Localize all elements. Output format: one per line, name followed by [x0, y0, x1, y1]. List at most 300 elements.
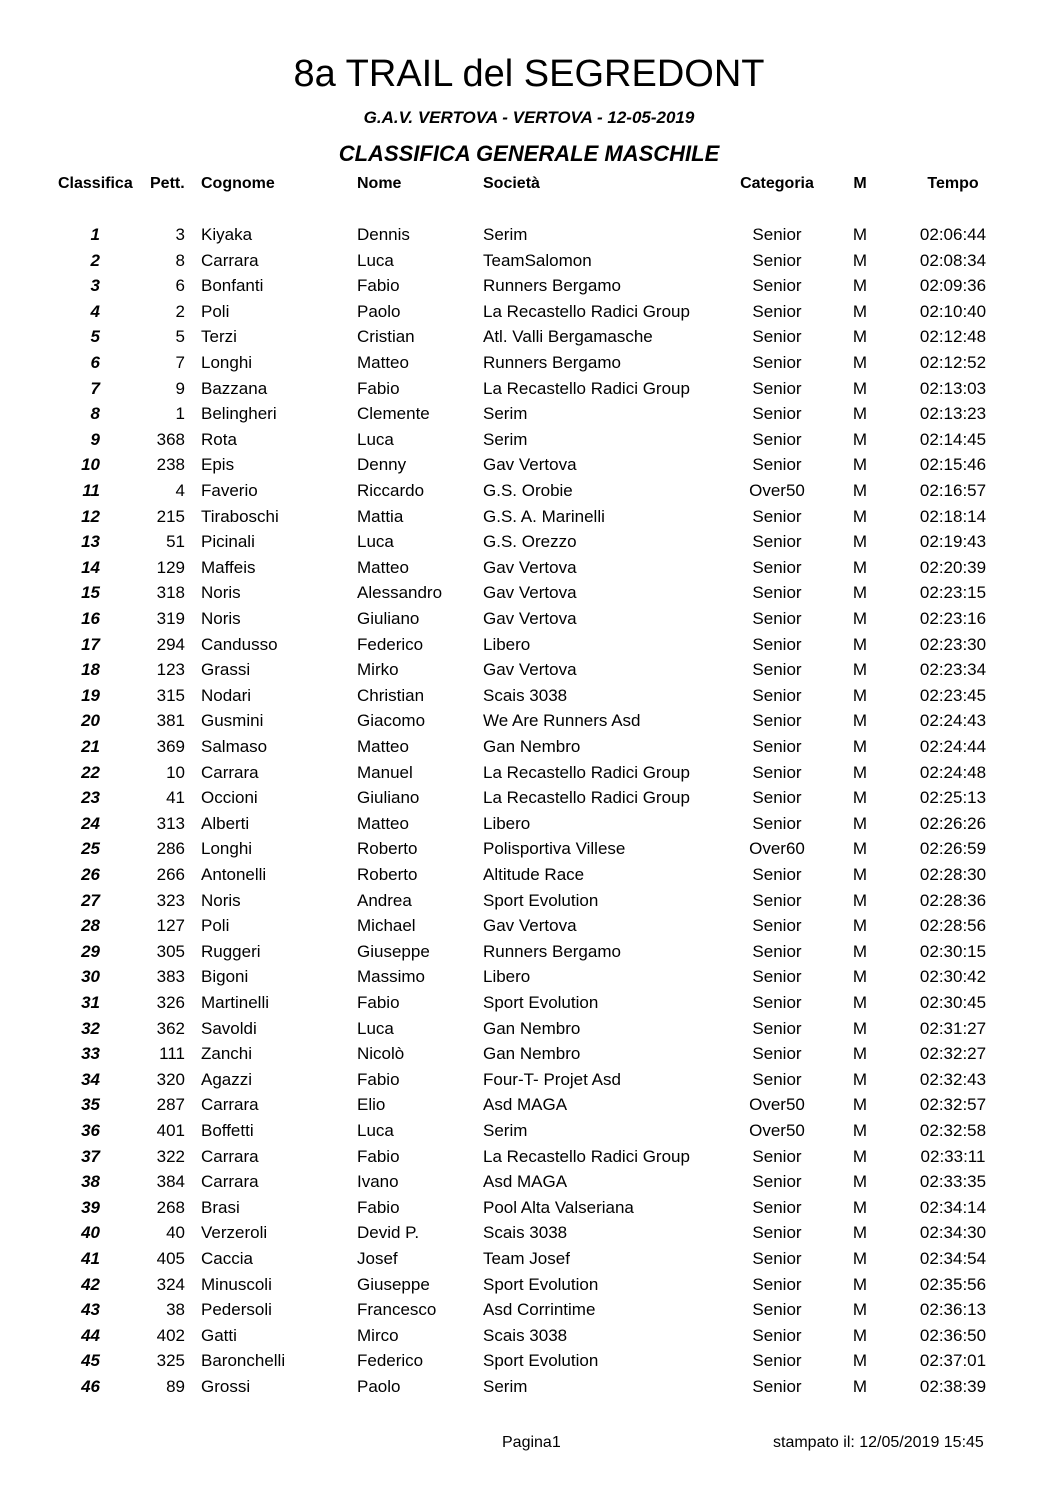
cell-societa: Libero	[483, 634, 531, 654]
cell-cognome: Candusso	[201, 634, 278, 654]
cell-pett: 313	[156, 813, 185, 833]
cell-cognome: Epis	[201, 455, 235, 475]
cell-sesso: M	[852, 1223, 868, 1243]
table-row	[0, 685, 1058, 707]
table-row	[0, 634, 1058, 656]
cell-societa: Runners Bergamo	[483, 353, 621, 372]
cell-pett: 287	[156, 1095, 185, 1115]
page-number: Pagina1	[502, 1434, 561, 1451]
cell-rank: 39	[81, 1197, 100, 1217]
table-row	[0, 1350, 1058, 1372]
cell-pett: 238	[156, 455, 185, 475]
cell-nome: Paolo	[357, 1377, 401, 1396]
cell-pett: 123	[156, 660, 185, 680]
cell-categoria: Senior	[752, 1300, 802, 1320]
cell-sesso: M	[852, 506, 868, 526]
cell-tempo: 02:06:44	[919, 225, 987, 244]
cell-rank: 25	[81, 839, 100, 859]
table-row	[0, 1171, 1058, 1193]
table-row	[0, 890, 1058, 912]
table-row	[0, 1299, 1058, 1321]
cell-cognome: Poli	[201, 301, 230, 321]
cell-nome: Giuseppe	[357, 941, 430, 961]
cell-tempo: 02:33:35	[919, 1172, 987, 1192]
cell-societa: Gav Vertova	[483, 583, 577, 603]
cell-pett: 38	[166, 1300, 185, 1320]
cell-cognome: Bigoni	[201, 967, 249, 987]
cell-categoria: Senior	[752, 276, 802, 296]
cell-tempo: 02:24:43	[919, 711, 987, 731]
cell-societa: Four-T- Projet Asd	[483, 1069, 621, 1089]
cell-nome: Mirco	[357, 1325, 399, 1345]
cell-rank: 42	[81, 1274, 100, 1294]
cell-categoria: Senior	[752, 1172, 802, 1192]
cell-categoria: Senior	[752, 711, 802, 731]
cell-rank: 11	[82, 481, 100, 500]
cell-tempo: 02:23:45	[919, 685, 987, 705]
cell-tempo: 02:10:40	[919, 301, 987, 321]
table-row	[0, 301, 1058, 323]
table-row	[0, 736, 1058, 758]
cell-nome: Federico	[357, 634, 424, 654]
cell-societa: Asd MAGA	[483, 1172, 568, 1192]
cell-societa: Serim	[483, 225, 528, 244]
cell-sesso: M	[852, 993, 868, 1012]
table-row	[0, 1222, 1058, 1244]
cell-sesso: M	[852, 890, 868, 910]
cell-nome: Mattia	[357, 506, 404, 526]
cell-pett: 9	[175, 378, 185, 398]
cell-pett: 268	[156, 1197, 185, 1217]
cell-societa: Serim	[483, 1121, 528, 1140]
cell-cognome: Boffetti	[201, 1121, 254, 1140]
cell-societa: We Are Runners Asd	[483, 711, 641, 731]
cell-categoria: Senior	[752, 916, 802, 936]
cell-cognome: Ruggeri	[201, 941, 261, 961]
cell-pett: 129	[156, 557, 185, 577]
cell-tempo: 02:25:13	[919, 788, 987, 808]
cell-rank: 15	[81, 583, 100, 603]
cell-societa: Gav Vertova	[483, 557, 577, 577]
cell-sesso: M	[852, 1121, 868, 1140]
cell-societa: Atl. Valli Bergamasche	[483, 327, 653, 347]
cell-societa: Scais 3038	[483, 1223, 568, 1243]
cell-cognome: Gatti	[201, 1325, 237, 1345]
cell-pett: 294	[156, 634, 185, 654]
cell-rank: 10	[81, 455, 100, 475]
cell-cognome: Noris	[201, 890, 241, 910]
cell-nome: Fabio	[357, 993, 400, 1012]
cell-sesso: M	[852, 1018, 868, 1038]
table-row	[0, 864, 1058, 886]
header-nome: Nome	[357, 175, 402, 192]
cell-sesso: M	[852, 1172, 868, 1192]
cell-rank: 1	[90, 225, 100, 244]
cell-rank: 6	[90, 353, 100, 372]
table-row	[0, 429, 1058, 451]
cell-cognome: Faverio	[201, 481, 258, 500]
cell-nome: Luca	[357, 532, 394, 552]
table-row	[0, 275, 1058, 297]
cell-categoria: Senior	[752, 890, 802, 910]
cell-rank: 24	[81, 813, 100, 833]
cell-tempo: 02:30:45	[919, 993, 987, 1012]
cell-tempo: 02:23:16	[919, 609, 987, 628]
cell-cognome: Carrara	[201, 250, 259, 270]
cell-sesso: M	[852, 1146, 868, 1166]
cell-pett: 369	[156, 737, 185, 756]
cell-rank: 46	[81, 1377, 100, 1396]
cell-cognome: Agazzi	[201, 1069, 253, 1089]
cell-categoria: Senior	[752, 455, 802, 475]
cell-cognome: Salmaso	[201, 737, 268, 756]
cell-nome: Francesco	[357, 1300, 437, 1320]
cell-tempo: 02:32:43	[919, 1069, 987, 1089]
cell-rank: 8	[90, 404, 100, 424]
cell-societa: Sport Evolution	[483, 1274, 599, 1294]
cell-cognome: Poli	[201, 916, 230, 936]
cell-pett: 318	[156, 583, 185, 603]
cell-nome: Nicolò	[357, 1044, 405, 1064]
cell-tempo: 02:20:39	[919, 557, 987, 577]
cell-pett: 325	[156, 1351, 185, 1371]
table-row	[0, 480, 1058, 502]
cell-sesso: M	[852, 839, 868, 859]
cell-categoria: Senior	[752, 225, 802, 244]
cell-sesso: M	[852, 301, 868, 321]
cell-categoria: Senior	[752, 737, 802, 756]
cell-categoria: Senior	[752, 685, 802, 705]
cell-nome: Paolo	[357, 301, 401, 321]
cell-nome: Roberto	[357, 865, 418, 884]
cell-rank: 20	[81, 711, 100, 731]
cell-rank: 17	[81, 634, 100, 654]
cell-sesso: M	[852, 967, 868, 987]
cell-societa: G.S. Orobie	[483, 481, 573, 500]
table-row	[0, 454, 1058, 476]
cell-tempo: 02:23:15	[919, 583, 987, 603]
cell-rank: 43	[81, 1300, 100, 1320]
cell-pett: 41	[166, 788, 185, 808]
cell-societa: Libero	[483, 967, 531, 987]
cell-categoria: Senior	[752, 609, 802, 628]
cell-cognome: Grassi	[201, 660, 251, 680]
cell-categoria: Senior	[752, 993, 802, 1012]
table-row	[0, 608, 1058, 630]
cell-cognome: Antonelli	[201, 865, 267, 884]
cell-societa: Runners Bergamo	[483, 941, 621, 961]
cell-tempo: 02:23:34	[919, 660, 987, 680]
cell-nome: Dennis	[357, 225, 410, 244]
cell-cognome: Brasi	[201, 1197, 240, 1217]
cell-cognome: Caccia	[201, 1249, 253, 1268]
cell-nome: Ivano	[357, 1172, 399, 1192]
cell-tempo: 02:16:57	[919, 481, 987, 500]
cell-cognome: Zanchi	[201, 1044, 253, 1064]
cell-societa: Asd MAGA	[483, 1095, 568, 1115]
cell-sesso: M	[852, 1249, 868, 1268]
cell-tempo: 02:14:45	[919, 429, 987, 449]
cell-categoria: Senior	[752, 1377, 802, 1396]
cell-sesso: M	[852, 685, 868, 705]
cell-tempo: 02:35:56	[919, 1274, 987, 1294]
cell-societa: Serim	[483, 404, 528, 424]
cell-cognome: Minuscoli	[201, 1274, 272, 1294]
table-row	[0, 838, 1058, 860]
table-row	[0, 582, 1058, 604]
cell-sesso: M	[852, 737, 868, 756]
cell-tempo: 02:37:01	[919, 1351, 987, 1371]
cell-tempo: 02:28:56	[919, 916, 987, 936]
cell-pett: 362	[156, 1018, 185, 1038]
cell-tempo: 02:32:57	[919, 1095, 987, 1115]
cell-pett: 3	[175, 225, 185, 244]
cell-categoria: Over50	[749, 1121, 805, 1140]
cell-societa: Runners Bergamo	[483, 276, 621, 296]
cell-sesso: M	[852, 865, 868, 884]
cell-sesso: M	[852, 788, 868, 808]
cell-societa: Sport Evolution	[483, 993, 599, 1012]
cell-pett: 127	[156, 916, 185, 936]
cell-societa: La Recastello Radici Group	[483, 301, 690, 321]
cell-rank: 35	[81, 1095, 100, 1115]
table-row	[0, 1325, 1058, 1347]
cell-rank: 27	[81, 890, 100, 910]
cell-pett: 2	[175, 301, 185, 321]
cell-nome: Fabio	[357, 378, 400, 398]
cell-pett: 319	[156, 609, 185, 628]
cell-rank: 23	[81, 788, 100, 808]
cell-categoria: Senior	[752, 813, 802, 833]
table-row	[0, 506, 1058, 528]
cell-sesso: M	[852, 941, 868, 961]
cell-tempo: 02:38:39	[919, 1377, 987, 1396]
header-rank: Classifica	[58, 175, 133, 192]
cell-sesso: M	[852, 1274, 868, 1294]
cell-tempo: 02:26:26	[919, 813, 987, 833]
cell-rank: 26	[81, 865, 100, 884]
cell-tempo: 02:24:48	[919, 762, 987, 782]
cell-categoria: Senior	[752, 1069, 802, 1089]
cell-rank: 40	[81, 1223, 100, 1243]
cell-rank: 13	[81, 532, 100, 552]
table-row	[0, 1018, 1058, 1040]
cell-nome: Giuliano	[357, 609, 420, 628]
table-row	[0, 915, 1058, 937]
cell-tempo: 02:34:30	[919, 1223, 987, 1243]
cell-rank: 4	[90, 301, 100, 321]
cell-sesso: M	[852, 481, 868, 500]
cell-rank: 37	[81, 1146, 100, 1166]
cell-pett: 323	[156, 890, 185, 910]
cell-societa: TeamSalomon	[483, 250, 592, 270]
cell-societa: Polisportiva Villese	[483, 839, 626, 859]
cell-cognome: Carrara	[201, 1172, 259, 1192]
cell-rank: 3	[90, 276, 100, 296]
cell-societa: Pool Alta Valseriana	[483, 1197, 634, 1217]
cell-societa: La Recastello Radici Group	[483, 788, 690, 808]
cell-societa: Gav Vertova	[483, 455, 577, 475]
cell-sesso: M	[852, 609, 868, 628]
cell-societa: Serim	[483, 1377, 528, 1396]
cell-tempo: 02:26:59	[919, 839, 987, 859]
cell-categoria: Senior	[752, 506, 802, 526]
cell-pett: 111	[159, 1044, 185, 1064]
cell-tempo: 02:36:13	[919, 1300, 987, 1320]
cell-pett: 401	[156, 1121, 185, 1140]
cell-nome: Roberto	[357, 839, 418, 859]
cell-cognome: Longhi	[201, 353, 253, 372]
cell-societa: Altitude Race	[483, 865, 585, 884]
cell-tempo: 02:28:30	[919, 865, 987, 884]
table-row	[0, 659, 1058, 681]
cell-nome: Matteo	[357, 813, 409, 833]
cell-rank: 19	[81, 685, 100, 705]
header-sesso: M	[853, 175, 867, 192]
header-cognome: Cognome	[201, 175, 275, 192]
cell-pett: 5	[175, 327, 185, 347]
cell-nome: Michael	[357, 916, 416, 936]
cell-pett: 326	[156, 993, 185, 1012]
cell-rank: 38	[81, 1172, 100, 1192]
cell-rank: 18	[81, 660, 100, 680]
cell-rank: 14	[81, 557, 100, 577]
table-row	[0, 557, 1058, 579]
cell-societa: Gan Nembro	[483, 1044, 581, 1064]
cell-societa: Gav Vertova	[483, 609, 577, 628]
cell-sesso: M	[852, 557, 868, 577]
cell-nome: Josef	[357, 1249, 398, 1268]
cell-nome: Luca	[357, 1018, 394, 1038]
table-row	[0, 1094, 1058, 1116]
table-row	[0, 787, 1058, 809]
cell-nome: Alessandro	[357, 583, 443, 603]
cell-pett: 7	[175, 353, 185, 372]
table-row	[0, 1043, 1058, 1065]
cell-societa: Asd Corrintime	[483, 1300, 596, 1320]
cell-categoria: Senior	[752, 1146, 802, 1166]
cell-pett: 384	[156, 1172, 185, 1192]
cell-categoria: Senior	[752, 429, 802, 449]
cell-categoria: Senior	[752, 404, 802, 424]
table-row	[0, 1120, 1058, 1142]
page-title: 8a TRAIL del SEGREDONT	[293, 53, 765, 95]
cell-pett: 324	[156, 1274, 185, 1294]
cell-cognome: Longhi	[201, 839, 253, 859]
cell-categoria: Senior	[752, 1274, 802, 1294]
cell-sesso: M	[852, 1095, 868, 1115]
cell-societa: Gav Vertova	[483, 916, 577, 936]
cell-categoria: Senior	[752, 941, 802, 961]
cell-pett: 322	[156, 1146, 185, 1166]
cell-cognome: Carrara	[201, 1146, 259, 1166]
cell-categoria: Senior	[752, 1351, 802, 1371]
cell-pett: 320	[156, 1069, 185, 1089]
cell-sesso: M	[852, 250, 868, 270]
cell-tempo: 02:13:03	[919, 378, 987, 398]
cell-tempo: 02:32:58	[919, 1121, 987, 1140]
cell-sesso: M	[852, 711, 868, 731]
cell-sesso: M	[852, 916, 868, 936]
header-pett: Pett.	[150, 175, 185, 192]
cell-pett: 286	[156, 839, 185, 859]
table-row	[0, 378, 1058, 400]
cell-rank: 22	[81, 762, 100, 782]
cell-nome: Giuseppe	[357, 1274, 430, 1294]
cell-sesso: M	[852, 378, 868, 398]
cell-cognome: Carrara	[201, 762, 259, 782]
cell-societa: Sport Evolution	[483, 890, 599, 910]
cell-sesso: M	[852, 583, 868, 603]
cell-categoria: Senior	[752, 583, 802, 603]
ranking-heading: CLASSIFICA GENERALE MASCHILE	[338, 141, 720, 166]
cell-nome: Devid P.	[357, 1223, 420, 1243]
table-row	[0, 941, 1058, 963]
cell-categoria: Senior	[752, 1018, 802, 1038]
cell-pett: 383	[156, 967, 185, 987]
cell-nome: Federico	[357, 1351, 424, 1371]
cell-categoria: Senior	[752, 1223, 802, 1243]
table-row	[0, 762, 1058, 784]
cell-pett: 381	[156, 711, 185, 731]
table-row	[0, 966, 1058, 988]
cell-tempo: 02:33:11	[920, 1146, 986, 1166]
cell-sesso: M	[852, 1044, 868, 1064]
cell-categoria: Senior	[752, 327, 802, 347]
cell-cognome: Terzi	[201, 327, 237, 347]
cell-cognome: Nodari	[201, 685, 252, 705]
cell-societa: Libero	[483, 813, 531, 833]
cell-cognome: Carrara	[201, 1095, 259, 1115]
cell-nome: Denny	[357, 455, 407, 475]
cell-cognome: Tiraboschi	[201, 506, 279, 526]
table-row	[0, 531, 1058, 553]
cell-categoria: Senior	[752, 1249, 802, 1268]
cell-tempo: 02:12:48	[919, 327, 987, 347]
cell-categoria: Senior	[752, 788, 802, 808]
cell-nome: Giacomo	[357, 711, 426, 731]
cell-cognome: Picinali	[201, 532, 255, 552]
cell-sesso: M	[852, 225, 868, 244]
cell-nome: Christian	[357, 685, 425, 705]
cell-sesso: M	[852, 353, 868, 372]
cell-pett: 266	[156, 865, 185, 884]
cell-sesso: M	[852, 276, 868, 296]
cell-pett: 402	[156, 1325, 185, 1345]
cell-societa: Scais 3038	[483, 685, 568, 705]
cell-cognome: Martinelli	[201, 993, 270, 1012]
cell-categoria: Senior	[752, 301, 802, 321]
cell-nome: Mirko	[357, 660, 399, 680]
cell-categoria: Senior	[752, 1197, 802, 1217]
cell-rank: 28	[81, 916, 100, 936]
table-row	[0, 224, 1058, 246]
cell-sesso: M	[852, 455, 868, 475]
cell-societa: Scais 3038	[483, 1325, 568, 1345]
cell-cognome: Gusmini	[201, 711, 264, 731]
cell-pett: 40	[166, 1223, 185, 1243]
table-row	[0, 710, 1058, 732]
table-row	[0, 1197, 1058, 1219]
cell-tempo: 02:24:44	[919, 737, 987, 756]
cell-categoria: Senior	[752, 1044, 802, 1064]
cell-cognome: Bazzana	[201, 378, 268, 398]
header-societa: Società	[483, 175, 540, 192]
cell-societa: Serim	[483, 429, 528, 449]
cell-nome: Matteo	[357, 737, 409, 756]
cell-rank: 36	[81, 1121, 100, 1140]
cell-nome: Riccardo	[357, 481, 425, 500]
